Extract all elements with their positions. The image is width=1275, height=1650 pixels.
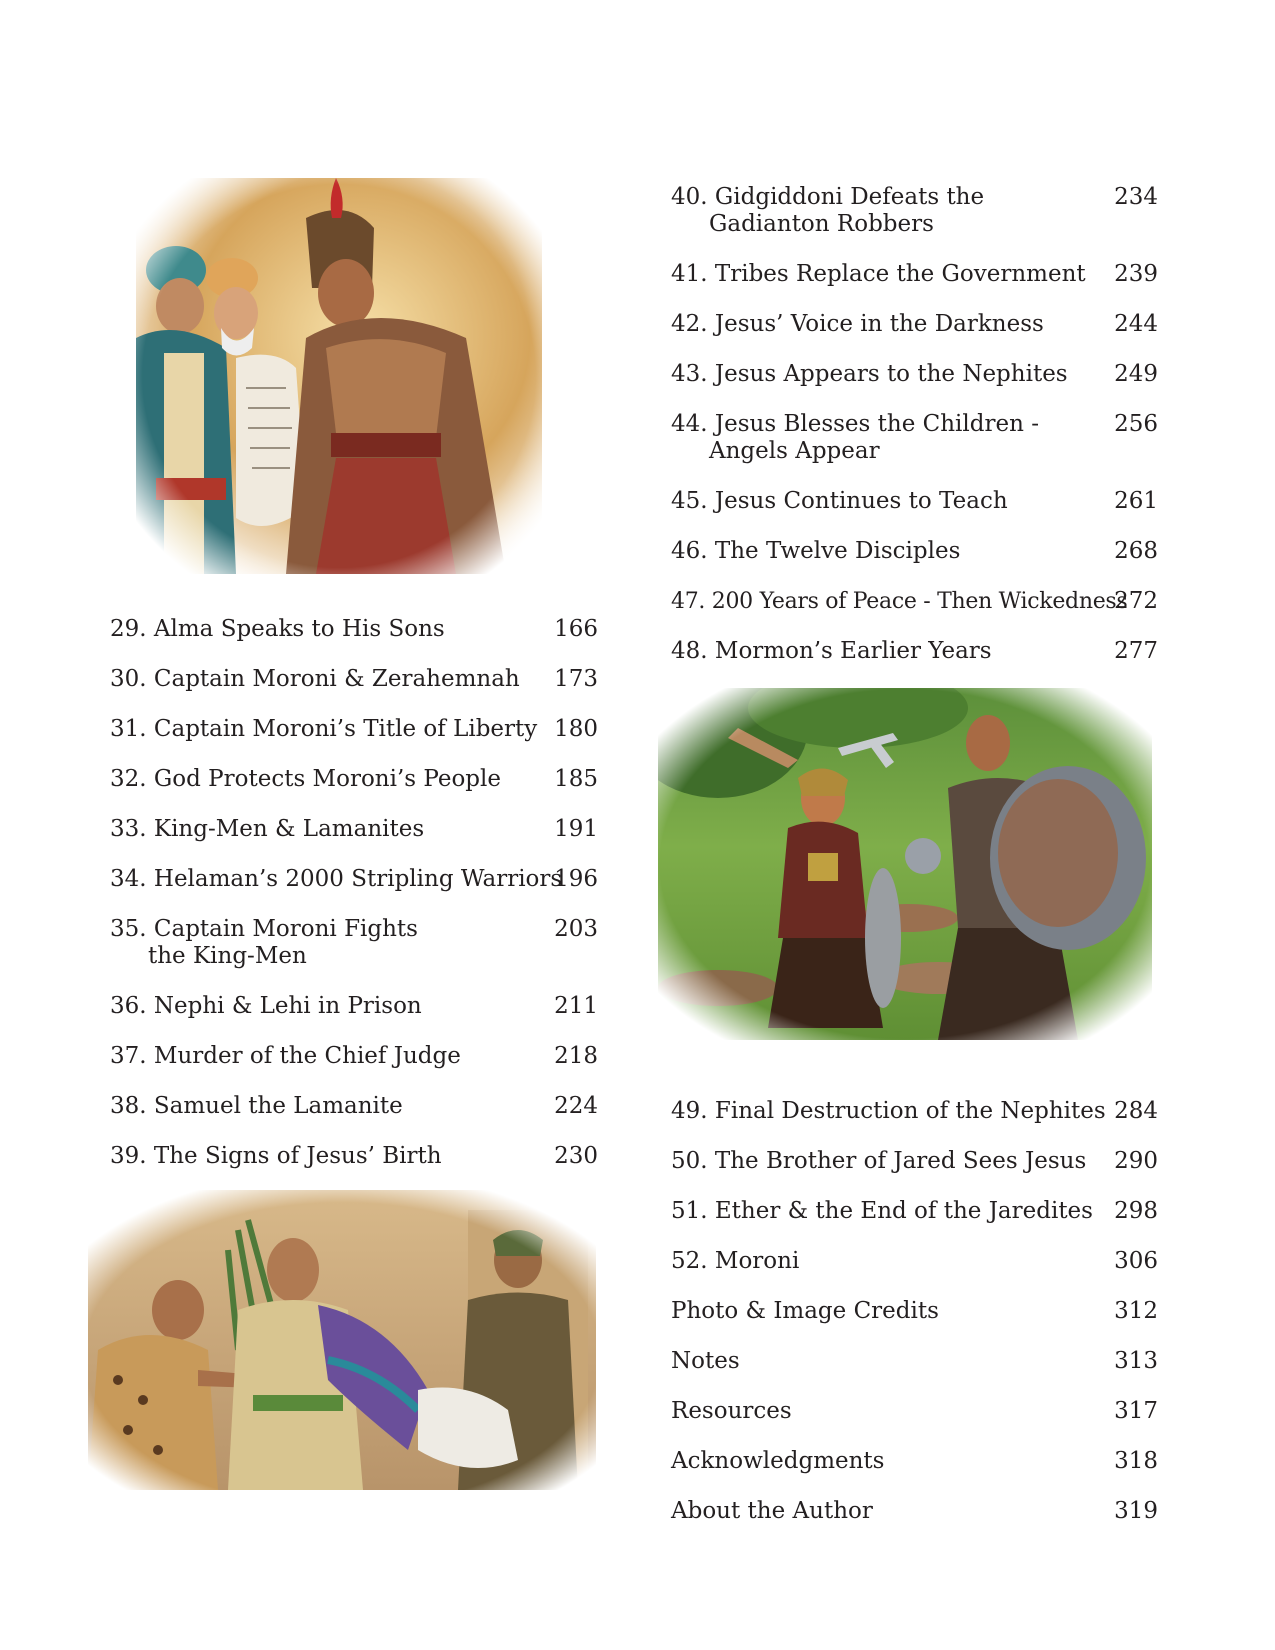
toc-entry-title: 32. God Protects Moroni’s People [110,766,501,792]
toc-entry-title: About the Author [671,1498,873,1524]
toc-entry-page: 290 [1114,1148,1158,1174]
toc-entry[interactable] [110,616,598,643]
toc-entry[interactable] [671,638,1158,665]
toc-entry[interactable] [110,916,598,970]
toc-list-right-bottom [671,1098,1158,1525]
battle-art [658,688,1152,1040]
toc-entry[interactable] [671,261,1158,288]
toc-entry[interactable] [671,488,1158,515]
toc-entry-page: 249 [1114,361,1158,387]
toc-entry-page: 166 [554,616,598,642]
toc-entry-page: 306 [1114,1248,1158,1274]
toc-entry-title: 49. Final Destruction of the Nephites [671,1098,1106,1124]
accusation-art [88,1190,596,1490]
toc-entry-title: 45. Jesus Continues to Teach [671,488,1008,514]
toc-entry[interactable] [671,1498,1158,1525]
toc-entry[interactable] [671,1348,1158,1375]
toc-entry-title: 33. King-Men & Lamanites [110,816,425,842]
toc-entry[interactable] [110,816,598,843]
toc-entry[interactable] [671,1148,1158,1175]
illustration-soldier-scroll [136,178,542,574]
toc-entry-title: 29. Alma Speaks to His Sons [110,616,445,642]
toc-entry-page: 318 [1114,1448,1158,1474]
toc-entry-page: 298 [1114,1198,1158,1224]
toc-entry[interactable] [110,666,598,693]
toc-entry-page: 261 [1114,488,1158,514]
toc-entry-title: 46. The Twelve Disciples [671,538,961,564]
toc-entry-title: 35. Captain Moroni Fights [110,916,418,942]
toc-entry[interactable] [110,1043,598,1070]
toc-entry-page: 284 [1114,1098,1158,1124]
toc-entry[interactable] [110,993,598,1020]
toc-entry[interactable] [671,1198,1158,1225]
toc-entry-page: 224 [554,1093,598,1119]
toc-entry-title: Acknowledgments [671,1448,885,1474]
toc-entry[interactable] [671,1248,1158,1275]
toc-entry-title: 42. Jesus’ Voice in the Darkness [671,311,1044,337]
toc-entry-title: 48. Mormon’s Earlier Years [671,638,992,664]
toc-entry[interactable] [671,411,1158,465]
toc-entry-title: 34. Helaman’s 2000 Stripling Warriors [110,866,563,892]
toc-entry-title-cont: Angels Appear [709,438,880,464]
toc-entry[interactable] [110,766,598,793]
toc-entry-page: 239 [1114,261,1158,287]
toc-entry-title: 50. The Brother of Jared Sees Jesus [671,1148,1087,1174]
toc-entry-title: 43. Jesus Appears to the Nephites [671,361,1068,387]
toc-entry-page: 256 [1114,411,1158,437]
toc-entry-page: 268 [1114,538,1158,564]
toc-entry-page: 312 [1114,1298,1158,1324]
toc-entry-title: 30. Captain Moroni & Zerahemnah [110,666,520,692]
toc-list-left [110,616,598,1170]
toc-entry-title: 40. Gidgiddoni Defeats the [671,184,985,210]
toc-entry-page: 272 [1114,588,1158,614]
toc-entry[interactable] [110,1143,598,1170]
toc-entry-title: 41. Tribes Replace the Government [671,261,1086,287]
toc-entry-page: 317 [1114,1398,1158,1424]
toc-entry-page: 185 [554,766,598,792]
toc-entry-title: 52. Moroni [671,1248,800,1274]
toc-entry[interactable] [671,1298,1158,1325]
toc-entry-page: 244 [1114,311,1158,337]
toc-entry[interactable] [671,361,1158,388]
toc-entry-page: 203 [554,916,598,942]
illustration-battle [658,688,1152,1040]
toc-entry-title: 47. 200 Years of Peace - Then Wickedness [671,589,1128,614]
toc-entry-title: 51. Ether & the End of the Jaredites [671,1198,1093,1224]
toc-entry-page: 173 [554,666,598,692]
toc-entry[interactable] [671,1098,1158,1125]
toc-entry[interactable] [671,1398,1158,1425]
toc-entry-page: 180 [554,716,598,742]
toc-entry[interactable] [110,1093,598,1120]
toc-entry-page: 277 [1114,638,1158,664]
toc-entry[interactable] [671,311,1158,338]
illustration-accusation [88,1190,596,1490]
toc-entry-title: Photo & Image Credits [671,1298,939,1324]
toc-entry-title: 36. Nephi & Lehi in Prison [110,993,422,1019]
toc-entry-page: 196 [554,866,598,892]
toc-entry-title: Resources [671,1398,792,1424]
toc-entry-title: 44. Jesus Blesses the Children - [671,411,1039,437]
toc-entry-page: 218 [554,1043,598,1069]
toc-entry[interactable] [671,1448,1158,1475]
toc-entry-title-cont: the King-Men [148,943,307,969]
toc-entry-title: 38. Samuel the Lamanite [110,1093,403,1119]
toc-list-right-top [671,184,1158,665]
toc-entry-title: 39. The Signs of Jesus’ Birth [110,1143,442,1169]
toc-entry-page: 313 [1114,1348,1158,1374]
toc-entry-page: 234 [1114,184,1158,210]
toc-entry[interactable] [110,716,598,743]
toc-entry-title: 37. Murder of the Chief Judge [110,1043,461,1069]
soldier-scroll-art [136,178,542,574]
toc-entry-page: 191 [554,816,598,842]
toc-entry[interactable] [671,588,1158,615]
toc-entry-page: 230 [554,1143,598,1169]
toc-entry-title-cont: Gadianton Robbers [709,211,934,237]
toc-entry[interactable] [671,184,1158,238]
toc-entry[interactable] [671,538,1158,565]
toc-entry-page: 319 [1114,1498,1158,1524]
toc-entry-title: 31. Captain Moroni’s Title of Liberty [110,716,538,742]
toc-entry-title: Notes [671,1348,740,1374]
toc-entry[interactable] [110,866,598,893]
toc-entry-page: 211 [554,993,598,1019]
